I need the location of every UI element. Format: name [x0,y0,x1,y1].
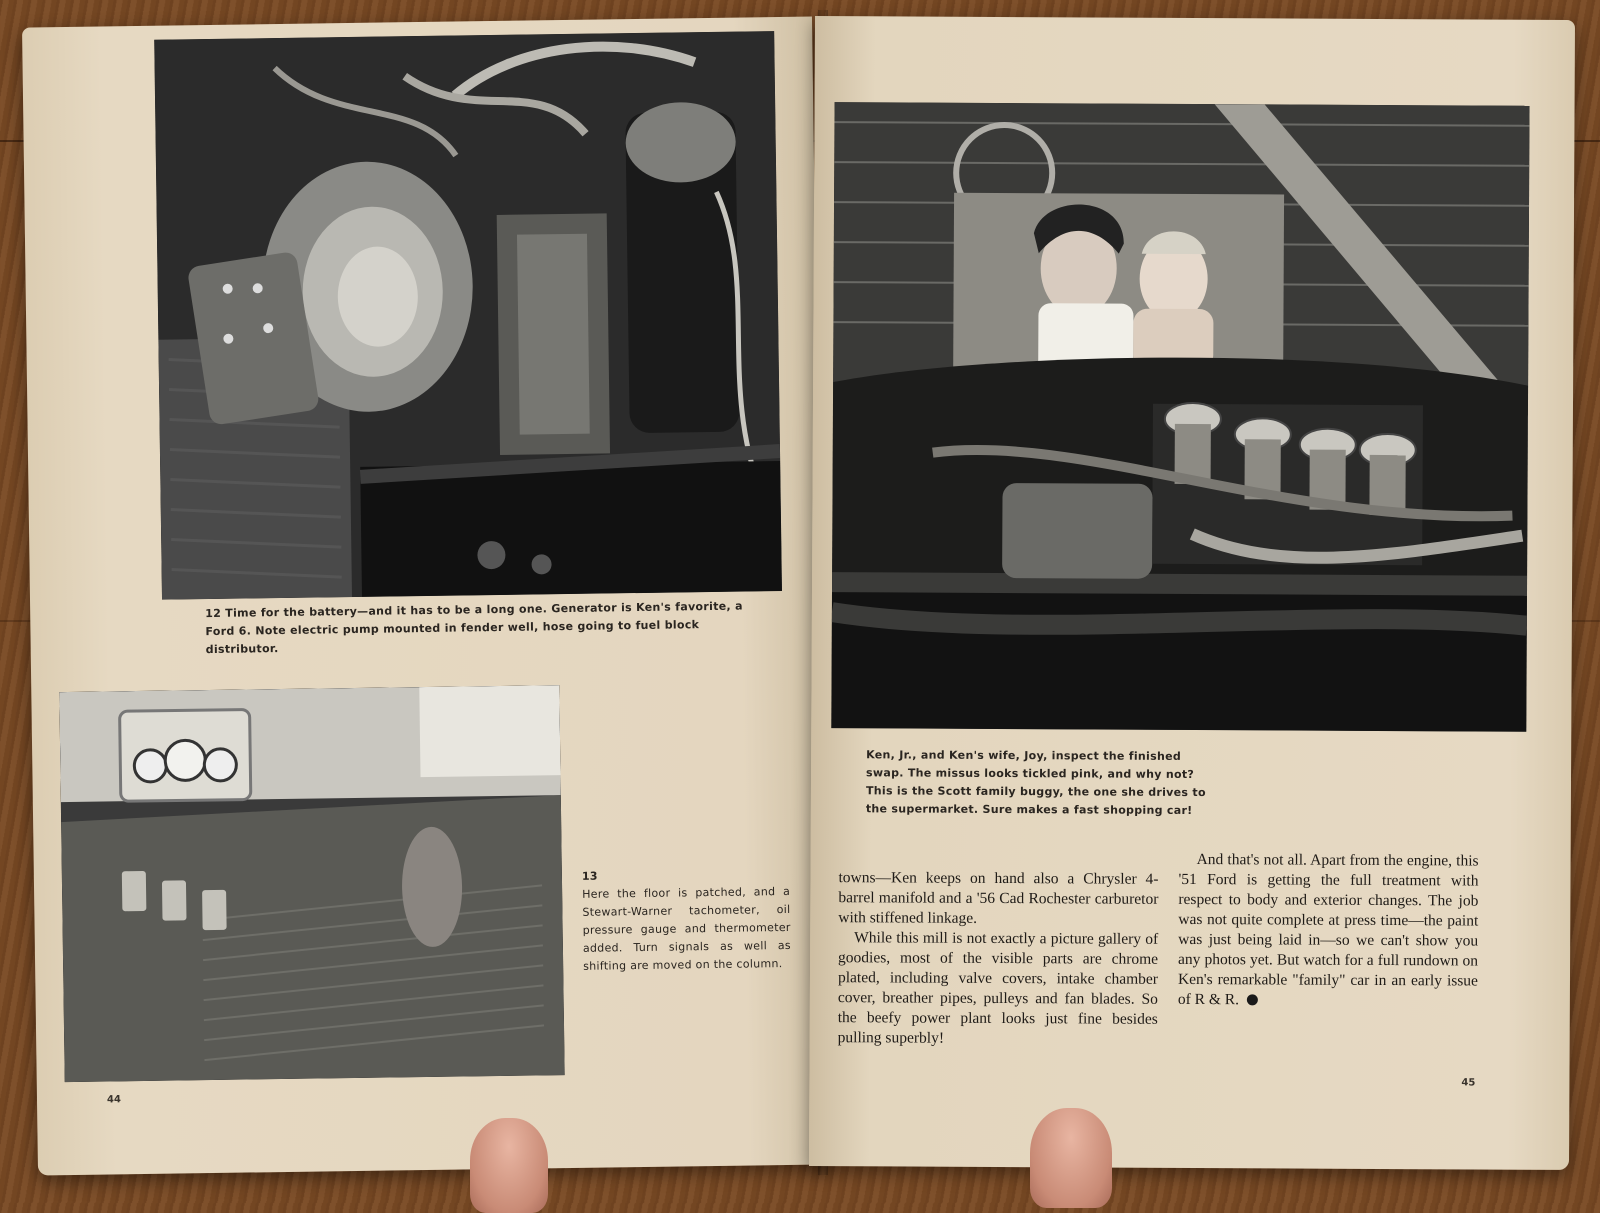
photo-13-caption: Here the floor is patched, and a Stewart-Warner tachometer, oil pressure gauge and thermometer added. Turn signals as well as shifting are moved on the column. [582,884,792,973]
family-photo-caption: Ken, Jr., and Ken's wife, Joy, inspect the finished swap. The missus looks tickled pink, and why not? This is the Scott family buggy, the one she drives to the supermarket. Sure makes a fast shopping car! [865,748,1206,818]
left-page [22,17,828,1176]
end-mark-bullet-icon [1247,994,1258,1005]
dashboard-floor-photo [59,685,564,1082]
article-column-2 [1178,850,1479,1012]
column-1-paragraph-1: towns—Ken keeps on hand also a Chrysler 4-barrel manifold and a '56 Cad Rochester carburetor with stiffened linkage. [838,869,1159,927]
photo-12-caption: 12 Time for the battery—and it has to be a long one. Generator is Ken's favorite, a Ford 6. Note electric pump mounted in fender well, hose going to fuel block distributor. [205,599,743,657]
family-engine-photo [831,102,1529,732]
engine-bay-photo-art [154,31,782,600]
column-2-paragraph-1-text: And that's not all. Apart from the engine, this '51 Ford is getting the full treatment with respect to body and exterior changes. The job was not quite complete at press time—the paint was just being laid in—so we can't show you any photos yet. But watch for a full rundown on Ken's remarkable "family" car in an early issue of R & R. [1177,851,1479,1009]
page-number-left: 44 [106,1094,122,1106]
page-number-right: 45 [1461,1077,1476,1089]
column-2-paragraph-1 [1178,850,1479,1012]
right-page [809,16,1575,1170]
article-column-1 [838,868,1159,1050]
engine-bay-photo [154,31,782,600]
photo-13-number: 13 [581,869,598,883]
column-1-paragraph-2: While this mill is not exactly a picture gallery of goodies, most of the visible parts are chrome plated, including valve covers, intake chamber cover, breather pipes, pulleys and fan blades. So the beefy power plant looks just fine besides pulling superbly! [837,929,1159,1047]
dashboard-floor-photo-art [59,685,564,1082]
family-engine-photo-art [831,102,1529,732]
left-thumb [470,1118,548,1213]
right-thumb [1030,1108,1112,1208]
